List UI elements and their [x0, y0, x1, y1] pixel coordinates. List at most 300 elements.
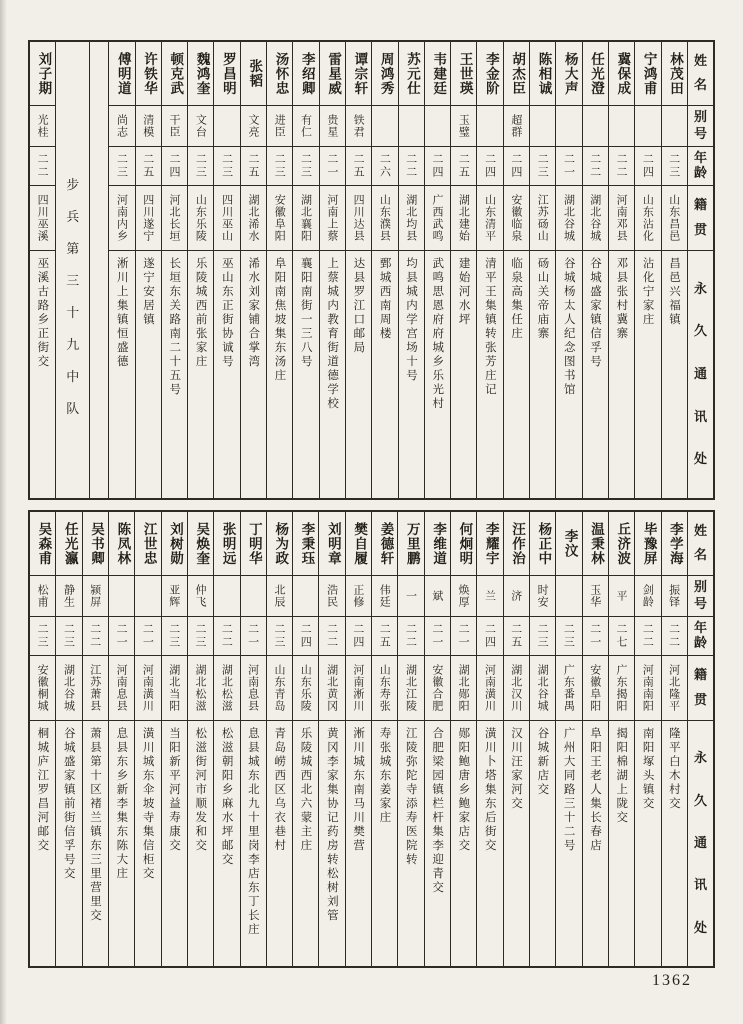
- name-cell: 温秉林: [583, 512, 608, 576]
- age-cell: 二四: [635, 147, 660, 186]
- alias-cell: 时安: [530, 576, 555, 617]
- alias-cell: 剑龄: [635, 576, 660, 617]
- name-cell: 汪作治: [504, 512, 529, 576]
- alias-cell: 铁君: [346, 106, 371, 147]
- header-name-label: 姓 名: [688, 512, 713, 576]
- alias-cell: 超群: [504, 106, 529, 147]
- address-cell: 松滋街河市顺发和交: [194, 727, 209, 853]
- person-column: [319, 42, 345, 498]
- native-place-cell: 山东濮县: [372, 186, 397, 251]
- native-place-cell: 安徽桐城: [30, 656, 55, 721]
- person-column: [397, 512, 423, 966]
- alias-cell: 贵星: [320, 106, 345, 147]
- native-place-cell: 河南南阳: [635, 656, 660, 721]
- age-cell: 二一: [425, 617, 450, 656]
- address-cell: 遂宁安居镇: [142, 257, 156, 327]
- name-cell: 胡杰臣: [504, 42, 529, 106]
- name-cell: 李汶: [556, 512, 581, 576]
- unit-designation-label: 步 兵 第 三 十 九 中 队: [66, 177, 80, 417]
- header-address-label: 永 久 通 讯 处: [693, 751, 707, 936]
- native-place-cell: 湖北郧阳: [451, 656, 476, 721]
- age-cell: 二三: [30, 617, 55, 656]
- native-place-cell: 河南内乡: [109, 186, 134, 251]
- age-cell: 二五: [504, 617, 529, 656]
- native-place-cell: 河南淅川: [346, 656, 371, 721]
- native-place-cell: 山东昌邑: [662, 186, 687, 251]
- age-cell: 二二: [662, 617, 687, 656]
- native-place-cell: 安徽临泉: [504, 186, 529, 251]
- native-place-cell: 山东乐陵: [293, 656, 318, 721]
- native-place-cell: 河南邓县: [609, 186, 634, 251]
- address-cell: 隆平白木村交: [667, 727, 682, 811]
- age-cell: 二五: [451, 147, 476, 186]
- alias-cell: 光桂: [30, 106, 55, 147]
- alias-cell: [399, 106, 424, 147]
- address-cell: 松滋朝阳乡麻水坪邮交: [220, 727, 235, 867]
- person-column: [555, 42, 581, 498]
- name-cell: 樊自履: [346, 512, 371, 576]
- native-place-cell: 湖北谷城: [583, 186, 608, 251]
- native-place-cell: 山东清平: [477, 186, 502, 251]
- name-cell: 刘子期: [30, 42, 55, 106]
- person-column: [371, 42, 397, 498]
- person-column: [476, 512, 502, 966]
- native-place-cell: 河南潢川: [477, 656, 502, 721]
- person-column: [30, 42, 55, 498]
- address-cell: 谷城盛家镇前街信孚号交: [62, 727, 77, 881]
- age-cell: 二一: [451, 617, 476, 656]
- age-cell: 二二: [399, 147, 424, 186]
- address-cell: 息县城东北九十里岗李店东丁长庄: [246, 727, 261, 937]
- age-cell: 二三: [162, 617, 187, 656]
- age-cell: 二四: [346, 617, 371, 656]
- name-cell: 何炯明: [451, 512, 476, 576]
- name-cell: 姜德轩: [372, 512, 397, 576]
- age-cell: 二六: [372, 147, 397, 186]
- age-cell: 二三: [530, 617, 555, 656]
- name-cell: 汤怀忠: [267, 42, 292, 106]
- person-column: [345, 42, 371, 498]
- alias-cell: 伟廷: [372, 576, 397, 617]
- age-cell: 二三: [556, 617, 581, 656]
- native-place-cell: 湖北建始: [451, 186, 476, 251]
- native-place-cell: 河南潢川: [135, 656, 160, 721]
- name-cell: 谭宗轩: [346, 42, 371, 106]
- name-cell: 丘济波: [609, 512, 634, 576]
- person-column: [161, 42, 187, 498]
- alias-cell: 正修: [346, 576, 371, 617]
- person-column: [345, 512, 371, 966]
- name-cell: 刘树勋: [162, 512, 187, 576]
- alias-cell: [635, 106, 660, 147]
- age-cell: 二二: [83, 617, 108, 656]
- address-cell: 黄冈李家集协记药房转松树刘管: [325, 727, 340, 923]
- age-cell: 二三: [662, 147, 687, 186]
- name-cell: 韦建廷: [425, 42, 450, 106]
- address-cell: 萧县第十区褚兰镇东三里营里交: [89, 727, 104, 923]
- address-cell: 武鸣思恩府府城乡乐光村: [431, 257, 446, 411]
- name-cell: 傅明道: [109, 42, 134, 106]
- person-column: [266, 512, 292, 966]
- person-column: [55, 512, 81, 966]
- name-cell: 许铁华: [136, 42, 161, 106]
- address-cell: 阜阳王老人集长春店: [588, 727, 603, 853]
- person-column: [187, 42, 213, 498]
- age-cell: 二一: [241, 617, 266, 656]
- address-cell: 襄阳南街一三八号: [299, 257, 314, 369]
- address-cell: 桐城庐江罗昌河邮交: [36, 727, 51, 853]
- person-column: [30, 512, 55, 966]
- age-cell: 二一: [109, 617, 134, 656]
- alias-cell: [556, 106, 581, 147]
- alias-cell: 清模: [136, 106, 161, 147]
- name-cell: 吴书卿: [83, 512, 108, 576]
- native-place-cell: 江苏萧县: [83, 656, 108, 721]
- person-column: [266, 42, 292, 498]
- name-cell: 罗昌明: [214, 42, 239, 106]
- age-cell: 二三: [530, 147, 555, 186]
- age-cell: 二三: [56, 617, 81, 656]
- alias-cell: 振铎: [662, 576, 687, 617]
- address-cell: 谷城盛家镇信孚号: [589, 257, 604, 369]
- alias-cell: [583, 106, 608, 147]
- register-table-top: [28, 40, 715, 500]
- address-cell: 江陵弥陀寺添寿医院转: [404, 727, 419, 867]
- native-place-cell: 湖北江陵: [398, 656, 423, 721]
- name-cell: 吴焕奎: [188, 512, 213, 576]
- age-cell: 二四: [425, 147, 450, 186]
- age-cell: 二三: [293, 147, 318, 186]
- person-column: [82, 512, 108, 966]
- person-column: [661, 512, 687, 966]
- alias-cell: [214, 106, 239, 147]
- native-place-cell: 四川遂宁: [136, 186, 161, 251]
- address-cell: 建始河水坪: [457, 257, 472, 327]
- alias-cell: 玉华: [583, 576, 608, 617]
- name-cell: 周鸿秀: [372, 42, 397, 106]
- address-cell: 阜阳南焦坡集东汤庄: [273, 257, 288, 383]
- address-cell: 南阳塚头镇交: [641, 727, 656, 811]
- native-place-cell: 山东沾化: [635, 186, 660, 251]
- name-cell: 任光澄: [583, 42, 608, 106]
- name-cell: 陈凤林: [109, 512, 134, 576]
- address-cell: 均县城内学宫场十号: [404, 257, 419, 383]
- native-place-cell: 四川巫溪: [30, 186, 55, 251]
- native-place-cell: 安徽阜阳: [583, 656, 608, 721]
- header-column: [687, 512, 713, 966]
- native-place-cell: 湖北浠水: [241, 186, 266, 251]
- native-place-cell: 安徽阜阳: [267, 186, 292, 251]
- person-column: [187, 512, 213, 966]
- header-address-label: 永 久 通 讯 处: [693, 281, 707, 468]
- address-cell: 达县罗江口邮局: [352, 257, 367, 355]
- name-cell: 李学海: [662, 512, 687, 576]
- person-column: [608, 42, 634, 498]
- native-place-cell: 广西武鸣: [425, 186, 450, 251]
- name-cell: 苏元仕: [399, 42, 424, 106]
- address-cell: 谷城杨太人纪念图书馆: [562, 257, 577, 397]
- address-cell: 临泉高集任庄: [510, 257, 525, 341]
- person-column: [108, 512, 134, 966]
- name-cell: 张韬: [241, 42, 266, 106]
- name-cell: 顿克武: [162, 42, 187, 106]
- native-place-cell: 湖北汉川: [504, 656, 529, 721]
- native-place-cell: 湖北松滋: [214, 656, 239, 721]
- address-cell: 青岛崂西区乌衣巷村: [273, 727, 288, 853]
- address-cell: 潢川卜塔集东后街交: [483, 727, 498, 853]
- alias-cell: 仲飞: [188, 576, 213, 617]
- alias-cell: [477, 106, 502, 147]
- header-native-label: 籍 贯: [688, 186, 713, 251]
- age-cell: 二五: [346, 147, 371, 186]
- name-cell: 吴森甫: [30, 512, 55, 576]
- age-cell: 二二: [635, 617, 660, 656]
- alias-cell: [530, 106, 555, 147]
- alias-cell: 斌: [425, 576, 450, 617]
- native-place-cell: 四川达县: [346, 186, 371, 251]
- name-cell: 林茂田: [662, 42, 687, 106]
- name-cell: 张明远: [214, 512, 239, 576]
- native-place-cell: 湖北松滋: [188, 656, 213, 721]
- alias-cell: 焕厚: [451, 576, 476, 617]
- alias-cell: 亚辉: [162, 576, 187, 617]
- age-cell: 二一: [583, 617, 608, 656]
- empty-column: [89, 42, 108, 498]
- address-cell: 淅川上集镇恒盛德: [115, 257, 130, 369]
- person-column: [634, 512, 660, 966]
- address-cell: 当阳新平河益寿康交: [167, 727, 182, 853]
- name-cell: 杨大声: [556, 42, 581, 106]
- header-age-label: 年 龄: [688, 617, 713, 656]
- alias-cell: 尚志: [109, 106, 134, 147]
- alias-cell: [214, 576, 239, 617]
- address-cell: 邓县张村冀寨: [615, 257, 630, 341]
- name-cell: 李绍卿: [293, 42, 318, 106]
- age-cell: 二七: [609, 617, 634, 656]
- alias-cell: [556, 576, 581, 617]
- native-place-cell: 广东番禺: [556, 656, 581, 721]
- register-table-bottom: [28, 510, 715, 968]
- address-cell: 潢川城东伞坡寺集信柜交: [141, 727, 156, 881]
- person-column: [608, 512, 634, 966]
- person-column: [661, 42, 687, 498]
- alias-cell: 浩民: [319, 576, 344, 617]
- address-cell: 上蔡城内教育街道德学校: [326, 257, 341, 411]
- address-cell: 息县东乡新李集东陈大庄: [115, 727, 130, 881]
- header-column: [687, 42, 713, 498]
- address-cell: 寿张城东姜家庄: [378, 727, 393, 825]
- native-place-cell: 湖北黄冈: [319, 656, 344, 721]
- person-column: [503, 512, 529, 966]
- header-age-label: 年 龄: [688, 147, 713, 186]
- address-cell: 合肥梁园镇栏杆集李迎青交: [431, 727, 446, 895]
- address-cell: 乐陵城西前张家庄: [194, 257, 209, 369]
- alias-cell: 兰: [477, 576, 502, 617]
- age-cell: 二四: [477, 617, 502, 656]
- address-cell: 乐陵城西北六蒙主庄: [299, 727, 314, 853]
- header-native-label: 籍 贯: [688, 656, 713, 721]
- address-cell: 谷城新店交: [536, 727, 551, 797]
- address-cell: 巫溪古路乡正街交: [36, 257, 51, 369]
- name-cell: 江世忠: [135, 512, 160, 576]
- alias-cell: [662, 106, 687, 147]
- person-column: [424, 512, 450, 966]
- name-cell: 陈相诚: [530, 42, 555, 106]
- address-cell: 沾化宁家庄: [641, 257, 656, 327]
- person-column: [476, 42, 502, 498]
- address-cell: 巫山东正街协诚号: [220, 257, 235, 369]
- person-column: [318, 512, 344, 966]
- person-column: [450, 512, 476, 966]
- name-cell: 冀保成: [609, 42, 634, 106]
- alias-cell: 文台: [188, 106, 213, 147]
- alias-cell: 北辰: [267, 576, 292, 617]
- address-cell: 广州大同路三十二号: [562, 727, 577, 853]
- name-cell: 刘明章: [319, 512, 344, 576]
- person-column: [161, 512, 187, 966]
- name-cell: 杨正中: [530, 512, 555, 576]
- name-cell: 任光瀛: [56, 512, 81, 576]
- age-cell: 二二: [319, 617, 344, 656]
- native-place-cell: 河北隆平: [662, 656, 687, 721]
- age-cell: 二二: [398, 617, 423, 656]
- name-cell: 宁鸿甫: [635, 42, 660, 106]
- name-cell: 李秉珏: [293, 512, 318, 576]
- alias-cell: 静生: [56, 576, 81, 617]
- name-cell: 李维道: [425, 512, 450, 576]
- person-column: [634, 42, 660, 498]
- native-place-cell: 四川巫山: [214, 186, 239, 251]
- person-column: [213, 42, 239, 498]
- address-cell: 汉川汪家河交: [510, 727, 525, 811]
- alias-cell: [135, 576, 160, 617]
- alias-cell: 干臣: [162, 106, 187, 147]
- address-cell: 淅川城东南马川樊营: [352, 727, 367, 853]
- native-place-cell: 湖北谷城: [530, 656, 555, 721]
- person-column: [213, 512, 239, 966]
- alias-cell: 颍屏: [83, 576, 108, 617]
- age-cell: 二四: [162, 147, 187, 186]
- native-place-cell: 河南息县: [241, 656, 266, 721]
- address-cell: 长垣东关路南二十五号: [168, 257, 183, 397]
- native-place-cell: 广东揭阳: [609, 656, 634, 721]
- age-cell: 二四: [504, 147, 529, 186]
- native-place-cell: 湖北均县: [399, 186, 424, 251]
- alias-cell: [609, 106, 634, 147]
- person-column: [240, 512, 266, 966]
- alias-cell: 文亮: [241, 106, 266, 147]
- age-cell: 二一: [135, 617, 160, 656]
- scan-edge-shadow: [0, 0, 7, 1024]
- age-cell: 二一: [556, 147, 581, 186]
- person-column: [529, 42, 555, 498]
- age-cell: 二五: [241, 147, 266, 186]
- person-column: [371, 512, 397, 966]
- age-cell: 二三: [188, 617, 213, 656]
- alias-cell: [241, 576, 266, 617]
- unit-designation-column: [55, 42, 89, 498]
- native-place-cell: 湖北谷城: [56, 656, 81, 721]
- address-cell: 清平王集镇转张芳庄记: [483, 257, 498, 397]
- age-cell: 二三: [109, 147, 134, 186]
- person-column: [134, 512, 160, 966]
- name-cell: 李金阶: [477, 42, 502, 106]
- address-cell: 昌邑兴福镇: [667, 257, 682, 327]
- age-cell: 二三: [214, 147, 239, 186]
- age-cell: 二五: [372, 617, 397, 656]
- age-cell: 二二: [214, 617, 239, 656]
- person-column: [292, 42, 318, 498]
- name-cell: 万里鹏: [398, 512, 423, 576]
- age-cell: 二二: [609, 147, 634, 186]
- alias-cell: 松甫: [30, 576, 55, 617]
- native-place-cell: 河北长垣: [162, 186, 187, 251]
- address-cell: 砀山关帝庙寨: [536, 257, 551, 341]
- alias-cell: [425, 106, 450, 147]
- alias-cell: 济: [504, 576, 529, 617]
- name-cell: 杨为政: [267, 512, 292, 576]
- address-cell: 鄄城西南周楼: [378, 257, 393, 341]
- alias-cell: [372, 106, 397, 147]
- native-place-cell: 江苏砀山: [530, 186, 555, 251]
- person-column: [529, 512, 555, 966]
- header-name-label: 姓 名: [688, 42, 713, 106]
- alias-cell: 有仁: [293, 106, 318, 147]
- alias-cell: [293, 576, 318, 617]
- age-cell: 二三: [267, 617, 292, 656]
- age-cell: 二三: [267, 147, 292, 186]
- native-place-cell: 山东青岛: [267, 656, 292, 721]
- age-cell: 二一: [320, 147, 345, 186]
- name-cell: 丁明华: [241, 512, 266, 576]
- alias-cell: [109, 576, 134, 617]
- age-cell: 二四: [477, 147, 502, 186]
- age-cell: 二五: [136, 147, 161, 186]
- native-place-cell: 河南上蔡: [320, 186, 345, 251]
- address-cell: 揭阳棉湖上陇交: [615, 727, 630, 825]
- person-column: [135, 42, 161, 498]
- name-cell: 魏鸿奎: [188, 42, 213, 106]
- person-column: [555, 512, 581, 966]
- age-cell: 二三: [188, 147, 213, 186]
- native-place-cell: 湖北谷城: [556, 186, 581, 251]
- native-place-cell: 湖北襄阳: [293, 186, 318, 251]
- person-column: [398, 42, 424, 498]
- name-cell: 毕豫屏: [635, 512, 660, 576]
- native-place-cell: 山东寿张: [372, 656, 397, 721]
- age-cell: 二二: [583, 147, 608, 186]
- page-number: 1362: [652, 972, 692, 989]
- person-column: [503, 42, 529, 498]
- native-place-cell: 湖北当阳: [162, 656, 187, 721]
- native-place-cell: 安徽合肥: [425, 656, 450, 721]
- native-place-cell: 河南息县: [109, 656, 134, 721]
- address-cell: 浠水刘家铺合掌湾: [247, 257, 262, 369]
- alias-cell: 平: [609, 576, 634, 617]
- header-alias-label: 别 号: [688, 106, 713, 147]
- person-column: [582, 42, 608, 498]
- person-column: [108, 42, 134, 498]
- alias-cell: 玉璧: [451, 106, 476, 147]
- person-column: [424, 42, 450, 498]
- age-cell: 二二: [30, 147, 55, 186]
- alias-cell: 进臣: [267, 106, 292, 147]
- age-cell: 二四: [293, 617, 318, 656]
- alias-cell: 一: [398, 576, 423, 617]
- name-cell: 王世瑛: [451, 42, 476, 106]
- person-column: [292, 512, 318, 966]
- name-cell: 雷星威: [320, 42, 345, 106]
